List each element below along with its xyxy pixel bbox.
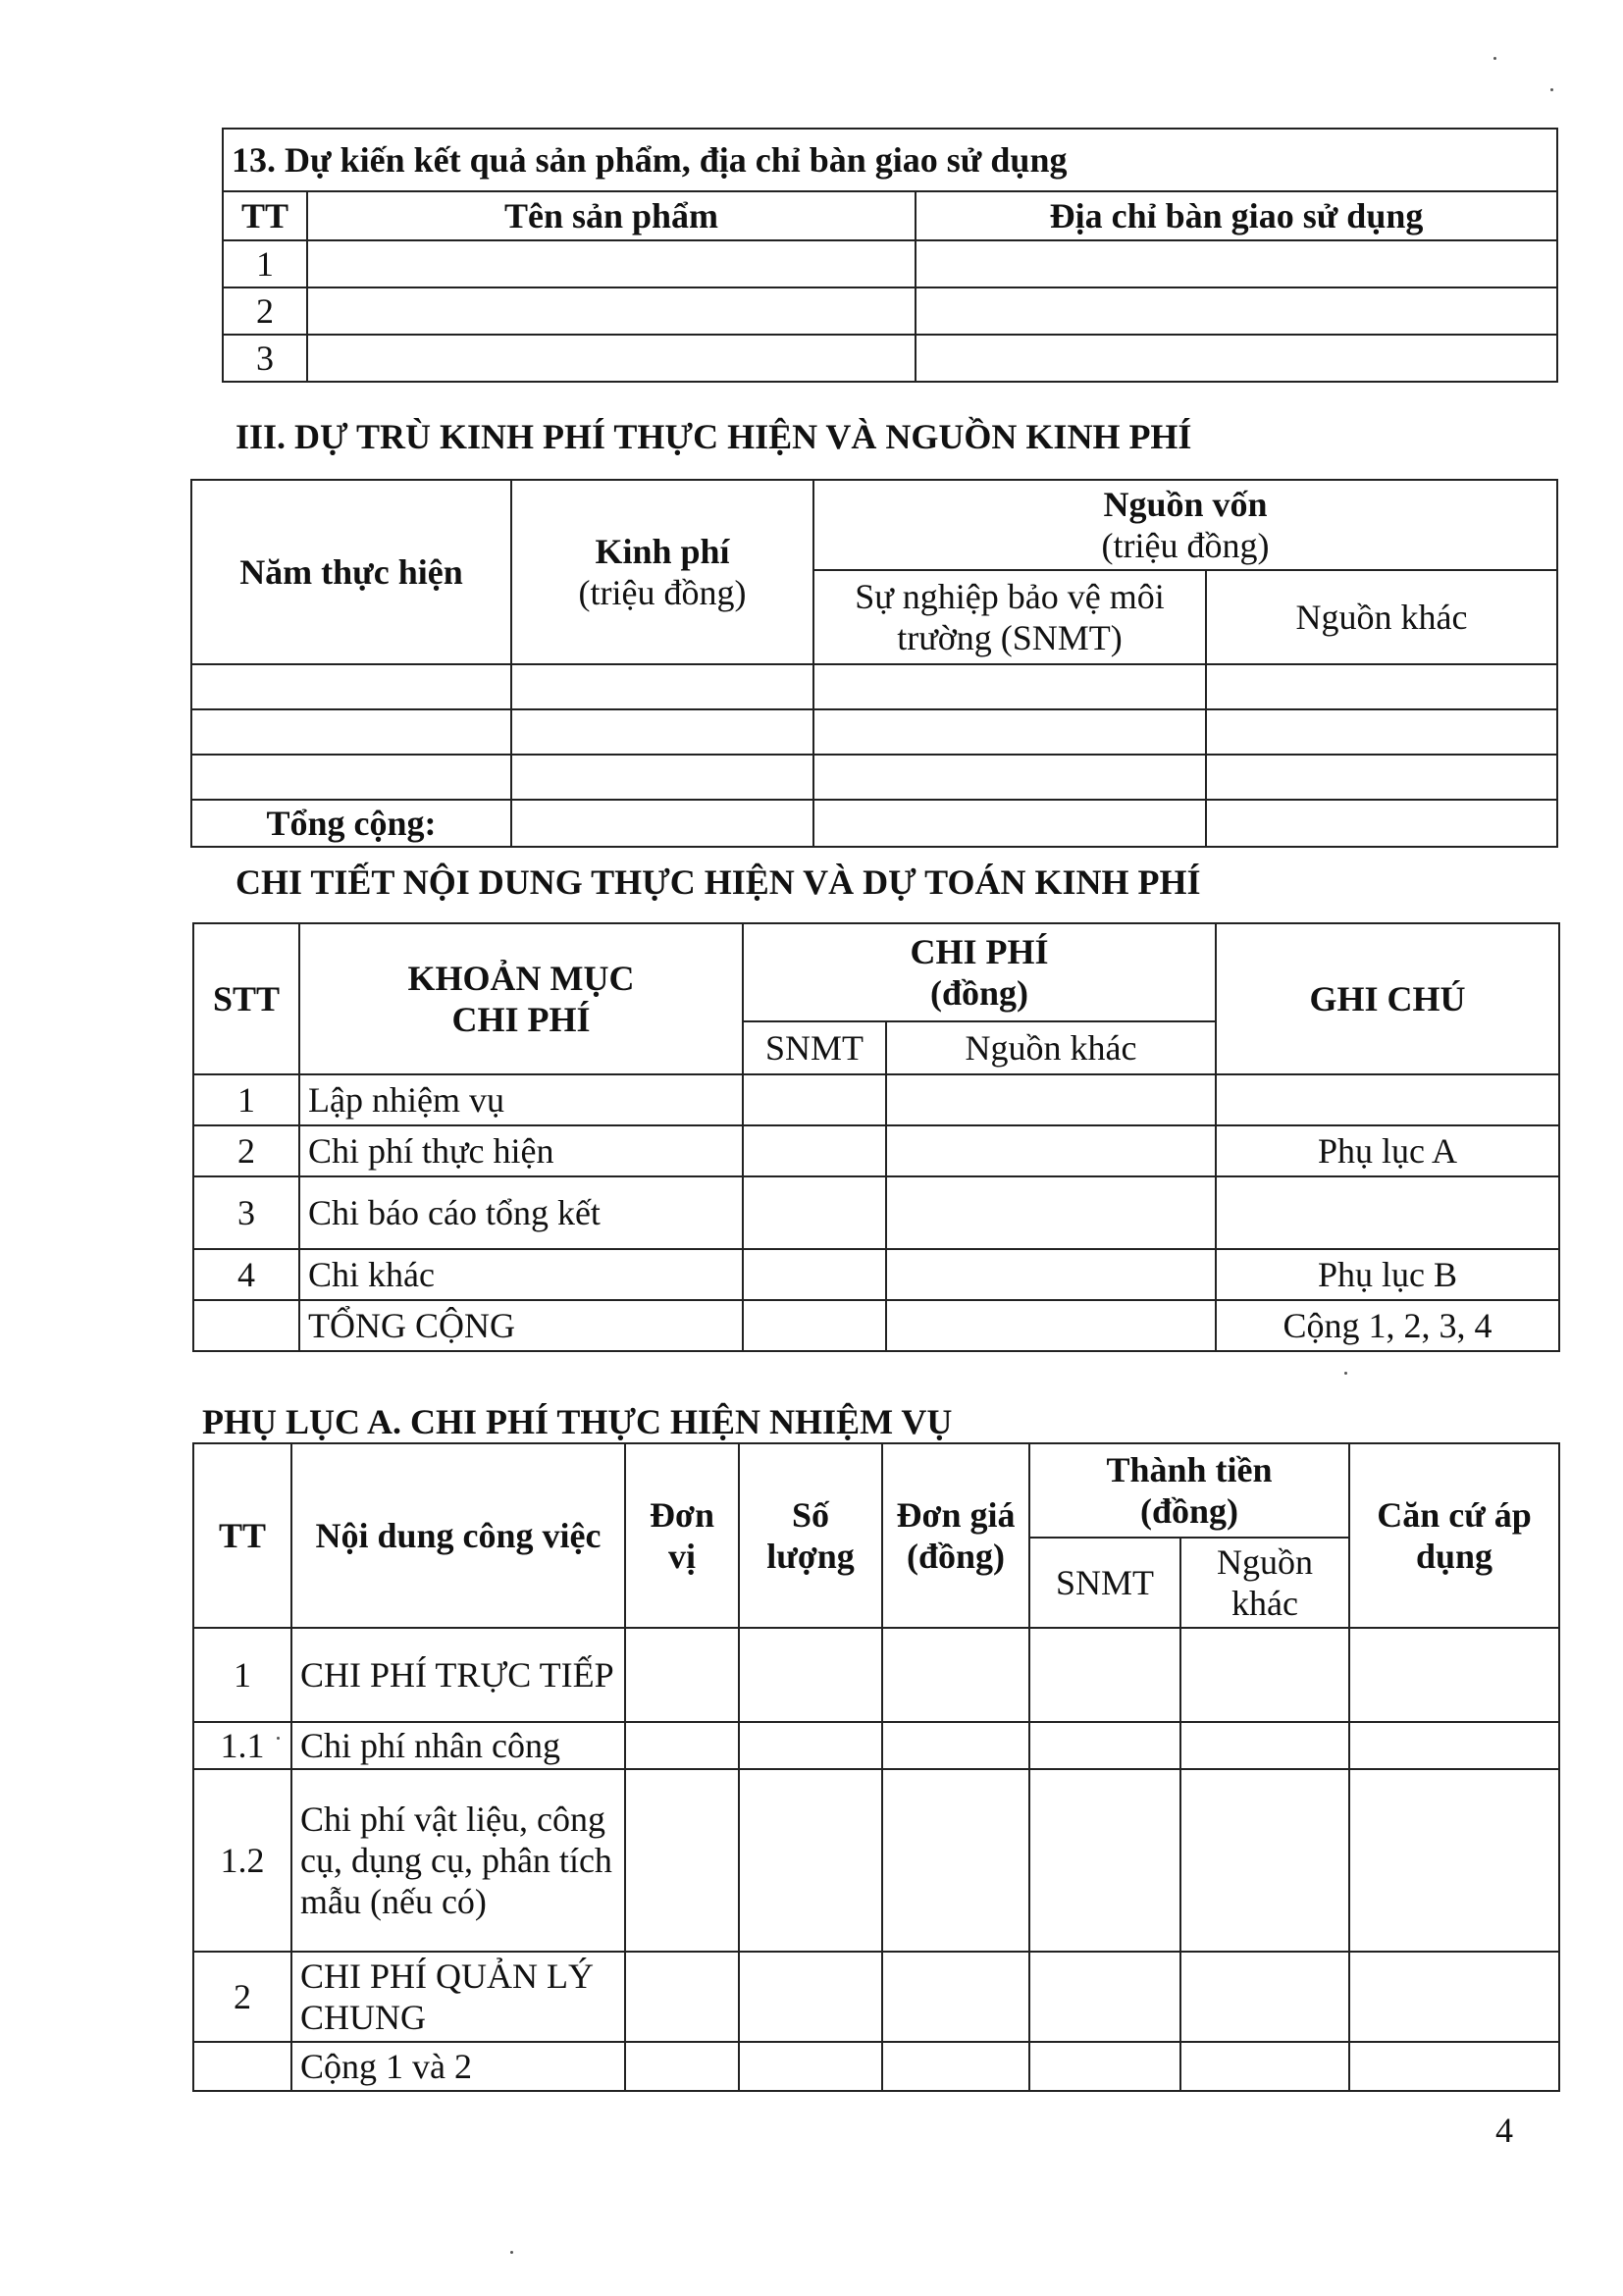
cell bbox=[882, 1769, 1029, 1952]
cell bbox=[886, 1300, 1216, 1351]
table-row bbox=[193, 1952, 1559, 2042]
item-header-line2: CHI PHÍ bbox=[451, 1000, 591, 1039]
row-item: Chi khác bbox=[299, 1249, 743, 1300]
cell bbox=[916, 240, 1557, 287]
cost-header-line1: CHI PHÍ bbox=[910, 932, 1049, 971]
scan-speck bbox=[1550, 88, 1553, 91]
cell bbox=[813, 709, 1206, 755]
table-row bbox=[223, 335, 1557, 382]
other-source-header: Nguồn khác bbox=[1206, 570, 1557, 664]
snmt-header: Sự nghiệp bảo vệ môi trường (SNMT) bbox=[813, 570, 1206, 664]
cell bbox=[813, 755, 1206, 800]
row-content: Chi phí nhân công bbox=[291, 1722, 625, 1769]
unit-price-header: Đơn giá (đồng) bbox=[882, 1443, 1029, 1628]
cell bbox=[1349, 1628, 1559, 1722]
budget-header bbox=[511, 480, 813, 664]
cell bbox=[1029, 1769, 1180, 1952]
cell bbox=[511, 755, 813, 800]
snmt-header: SNMT bbox=[743, 1021, 886, 1074]
cell bbox=[886, 1074, 1216, 1125]
total-label: Tổng cộng: bbox=[191, 800, 511, 847]
table-row bbox=[223, 240, 1557, 287]
cell bbox=[625, 1628, 739, 1722]
product-table bbox=[222, 128, 1558, 383]
col-product-name-header: Tên sản phẩm bbox=[307, 191, 916, 240]
row-stt: 3 bbox=[193, 1176, 299, 1249]
cell bbox=[916, 287, 1557, 335]
cell bbox=[739, 1628, 882, 1722]
table-row bbox=[193, 2042, 1559, 2091]
cell bbox=[625, 1952, 739, 2042]
detail-heading: CHI TIẾT NỘI DUNG THỰC HIỆN VÀ DỰ TOÁN KINH PHÍ bbox=[236, 862, 1201, 902]
cell bbox=[191, 664, 511, 709]
cell bbox=[743, 1074, 886, 1125]
scan-speck bbox=[277, 1737, 280, 1740]
detail-cost-table bbox=[192, 922, 1560, 1352]
cell bbox=[1029, 2042, 1180, 2091]
row-number: 1 bbox=[223, 240, 307, 287]
cell bbox=[1029, 1628, 1180, 1722]
row-note: Cộng 1, 2, 3, 4 bbox=[1216, 1300, 1559, 1351]
item-header-line1: KHOẢN MỤC bbox=[407, 959, 635, 998]
cell bbox=[625, 2042, 739, 2091]
cell bbox=[307, 240, 916, 287]
cell bbox=[307, 335, 916, 382]
table-row bbox=[223, 287, 1557, 335]
cell bbox=[1206, 709, 1557, 755]
row-stt: 4 bbox=[193, 1249, 299, 1300]
cell bbox=[743, 1125, 886, 1176]
cell bbox=[1206, 664, 1557, 709]
cell bbox=[191, 709, 511, 755]
content-header: Nội dung công việc bbox=[291, 1443, 625, 1628]
cell bbox=[1206, 800, 1557, 847]
row-note bbox=[1216, 1176, 1559, 1249]
cell bbox=[1349, 1952, 1559, 2042]
cell bbox=[1180, 1769, 1349, 1952]
product-table-title: 13. Dự kiến kết quả sản phẩm, địa chỉ bàn giao sử dụng bbox=[223, 129, 1557, 191]
other-source-header: Nguồn khác bbox=[1180, 1538, 1349, 1628]
cell bbox=[1180, 2042, 1349, 2091]
row-content: CHI PHÍ TRỰC TIẾP bbox=[291, 1628, 625, 1722]
row-tt: 1.2 bbox=[193, 1769, 291, 1952]
budget-header-title: Kinh phí bbox=[595, 532, 730, 571]
table-row bbox=[193, 1125, 1559, 1176]
table-row bbox=[193, 1628, 1559, 1722]
table-row bbox=[193, 1769, 1559, 1952]
budget-source-table bbox=[190, 479, 1558, 848]
cell bbox=[743, 1176, 886, 1249]
amount-header-line2: (đồng) bbox=[1139, 1491, 1239, 1531]
cell bbox=[1180, 1722, 1349, 1769]
table-row bbox=[191, 755, 1557, 800]
cell bbox=[743, 1300, 886, 1351]
cell bbox=[1029, 1722, 1180, 1769]
row-content: Chi phí vật liệu, công cụ, dụng cụ, phân tích mẫu (nếu có) bbox=[291, 1769, 625, 1952]
cell bbox=[1180, 1628, 1349, 1722]
row-number: 2 bbox=[223, 287, 307, 335]
cell bbox=[1029, 1952, 1180, 2042]
row-item: Chi phí thực hiện bbox=[299, 1125, 743, 1176]
row-item: Chi báo cáo tổng kết bbox=[299, 1176, 743, 1249]
row-stt: 2 bbox=[193, 1125, 299, 1176]
cell bbox=[1349, 1769, 1559, 1952]
table-row bbox=[193, 1722, 1559, 1769]
section-3-heading: III. DỰ TRÙ KINH PHÍ THỰC HIỆN VÀ NGUỒN KINH PHÍ bbox=[236, 417, 1192, 456]
row-tt: 1 bbox=[193, 1628, 291, 1722]
cell bbox=[813, 800, 1206, 847]
cell bbox=[511, 709, 813, 755]
table-row bbox=[193, 1300, 1559, 1351]
cell bbox=[886, 1176, 1216, 1249]
amount-header-line1: Thành tiền bbox=[1106, 1450, 1273, 1489]
tt-header: TT bbox=[193, 1443, 291, 1628]
row-tt: 2 bbox=[193, 1952, 291, 2042]
col-address-header: Địa chỉ bàn giao sử dụng bbox=[916, 191, 1557, 240]
table-row bbox=[193, 1074, 1559, 1125]
scan-speck bbox=[1493, 57, 1496, 60]
row-item: Lập nhiệm vụ bbox=[299, 1074, 743, 1125]
cell bbox=[511, 664, 813, 709]
cell bbox=[813, 664, 1206, 709]
basis-header: Căn cứ áp dụng bbox=[1349, 1443, 1559, 1628]
cell bbox=[1180, 1952, 1349, 2042]
other-source-header: Nguồn khác bbox=[886, 1021, 1216, 1074]
page-number: 4 bbox=[1495, 2111, 1513, 2150]
row-stt bbox=[193, 1300, 299, 1351]
row-note bbox=[1216, 1074, 1559, 1125]
cell bbox=[1206, 755, 1557, 800]
cost-header-line2: (đồng) bbox=[929, 973, 1029, 1013]
cell bbox=[739, 1769, 882, 1952]
table-row bbox=[193, 1249, 1559, 1300]
cell bbox=[307, 287, 916, 335]
table-row bbox=[191, 709, 1557, 755]
source-header-title: Nguồn vốn bbox=[1103, 485, 1268, 524]
cell bbox=[739, 1952, 882, 2042]
cost-header bbox=[743, 923, 1216, 1021]
table-row bbox=[191, 800, 1557, 847]
note-header: GHI CHÚ bbox=[1216, 923, 1559, 1074]
unit-header: Đơn vị bbox=[625, 1443, 739, 1628]
row-number: 3 bbox=[223, 335, 307, 382]
cell bbox=[625, 1769, 739, 1952]
row-note: Phụ lục A bbox=[1216, 1125, 1559, 1176]
cell bbox=[625, 1722, 739, 1769]
row-stt: 1 bbox=[193, 1074, 299, 1125]
cell bbox=[882, 1628, 1029, 1722]
scan-speck bbox=[1344, 1372, 1347, 1375]
cell bbox=[882, 2042, 1029, 2091]
cell bbox=[882, 1722, 1029, 1769]
cell bbox=[1349, 1722, 1559, 1769]
cell bbox=[882, 1952, 1029, 2042]
row-note: Phụ lục B bbox=[1216, 1249, 1559, 1300]
col-tt-header: TT bbox=[223, 191, 307, 240]
cell bbox=[886, 1249, 1216, 1300]
snmt-header: SNMT bbox=[1029, 1538, 1180, 1628]
cell bbox=[1349, 2042, 1559, 2091]
cell bbox=[743, 1249, 886, 1300]
table-row bbox=[193, 1176, 1559, 1249]
row-item: TỔNG CỘNG bbox=[299, 1300, 743, 1351]
appendix-a-table bbox=[192, 1442, 1560, 2092]
row-content: Cộng 1 và 2 bbox=[291, 2042, 625, 2091]
cell bbox=[739, 2042, 882, 2091]
cell bbox=[739, 1722, 882, 1769]
year-header: Năm thực hiện bbox=[191, 480, 511, 664]
cell bbox=[511, 800, 813, 847]
row-tt: 1.1 bbox=[193, 1722, 291, 1769]
appendix-a-heading: PHỤ LỤC A. CHI PHÍ THỰC HIỆN NHIỆM VỤ bbox=[202, 1402, 953, 1441]
item-header bbox=[299, 923, 743, 1074]
cell bbox=[191, 755, 511, 800]
quantity-header: Số lượng bbox=[739, 1443, 882, 1628]
source-header-unit: (triệu đồng) bbox=[1101, 526, 1270, 565]
source-header bbox=[813, 480, 1557, 570]
stt-header: STT bbox=[193, 923, 299, 1074]
cell bbox=[916, 335, 1557, 382]
table-row bbox=[191, 664, 1557, 709]
amount-header bbox=[1029, 1443, 1349, 1538]
row-content: CHI PHÍ QUẢN LÝ CHUNG bbox=[291, 1952, 625, 2042]
budget-header-unit: (triệu đồng) bbox=[578, 573, 747, 612]
scan-speck bbox=[510, 2251, 513, 2254]
cell bbox=[886, 1125, 1216, 1176]
row-tt bbox=[193, 2042, 291, 2091]
